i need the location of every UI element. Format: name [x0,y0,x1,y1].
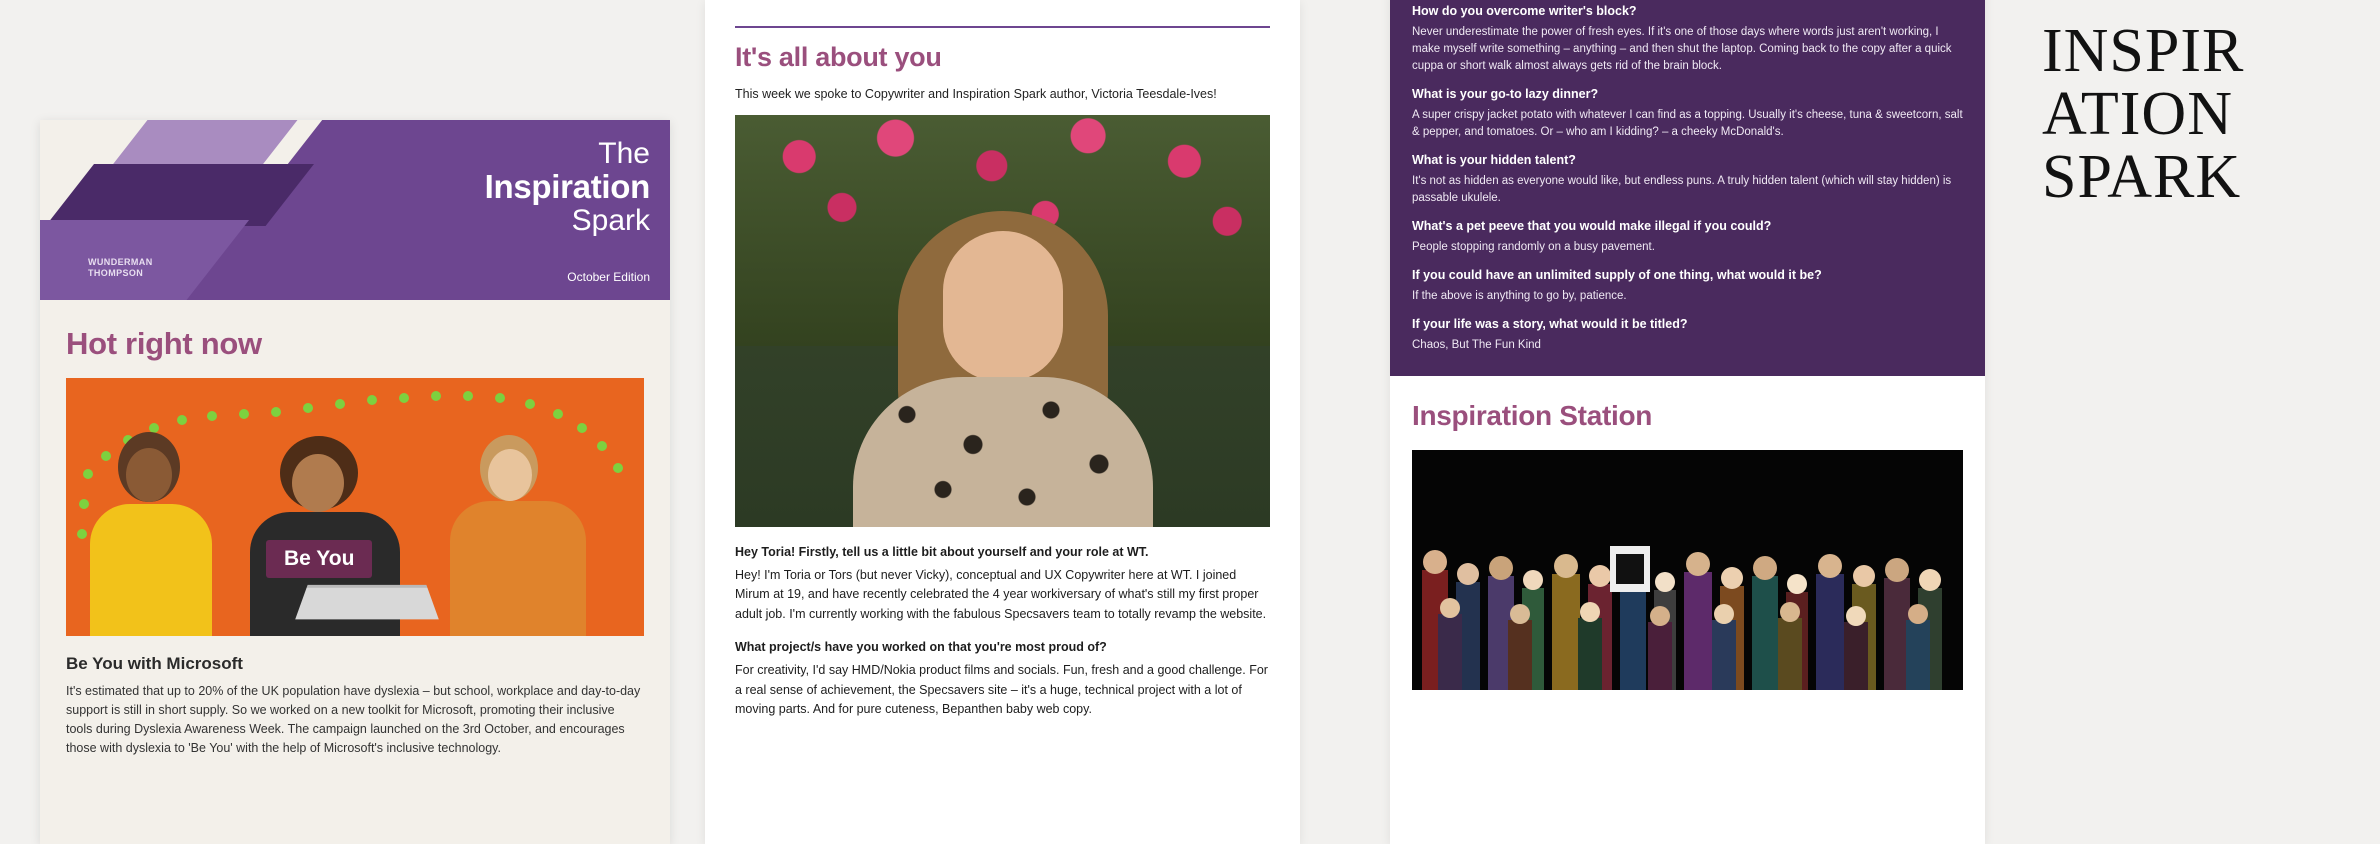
interview-question: What project/s have you worked on that you're most proud of? [735,640,1107,655]
person-figure-left [76,426,226,636]
quickfire-question: How do you overcome writer's block? [1412,4,1637,18]
quickfire-answer: Chaos, But The Fun Kind [1412,339,1541,352]
article-title: Be You with Microsoft [66,654,243,673]
quickfire-question: If you could have an unlimited supply of one thing, what would it be? [1412,268,1822,283]
quickfire-question: If your life was a story, what would it be titled? [1412,317,1688,332]
newsletter-body [40,300,670,758]
quickfire-answer: It's not as hidden as everyone would like, but endless puns. A truly hidden talent (which will stay hidden) is passable ukulele. [1412,175,1952,205]
quickfire-answer: A super crispy jacket potato with whatever I can find as a topping. Usually it's cheese, tuna & sweetcorn, salt & pepper, and tomatoes. Or – who am I kidding? – a cheeky McDonald's. [1412,109,1963,139]
interview-heading: It's all about you [735,42,942,72]
interviewee-portrait [735,115,1270,527]
interview-answer: Hey! I'm Toria or Tors (but never Vicky), conceptual and UX Copywriter here at WT. I joined Mirum at 19, and have recently celebrated the 4 year workiversary of what's still my first proper adult job. I'm currently working with the fabulous Specsavers team to totally revamp the website. [735,568,1267,621]
inspiration-station-image [1412,450,1963,690]
interview-answer: For creativity, I'd say HMD/Nokia product films and socials. Fun, fresh and a good challenge. For a real sense of achievement, the Specsavers site – it's a huge, technical project with a lot of moving parts. And for pure cuteness, Bepanthen baby web copy. [735,663,1268,716]
quickfire-answer: Never underestimate the power of fresh eyes. If it's one of those days where words just aren't working, I make myself write something – anything – and then shut the laptop. Coming back to the copy after a quick cuppa or short walk almost always gets rid of the brain block. [1412,26,1952,73]
costume-crowd-illustration [1412,450,1963,690]
interview-qa-list [735,545,1270,719]
title-line-1: The [598,137,650,170]
quickfire-answer: People stopping randomly on a busy pavement. [1412,241,1655,254]
quickfire-question: What is your hidden talent? [1412,153,1576,168]
wordmark-line-1: INSPIR [2042,17,2245,85]
inspiration-station-heading: Inspiration Station [1412,400,1653,432]
edition-label: October Edition [567,270,650,284]
wordmark-panel [2010,0,2380,844]
interview-intro: This week we spoke to Copywriter and Inspiration Spark author, Victoria Teesdale-Ives! [735,87,1217,101]
newsletter-title [485,138,650,237]
wordmark-line-3: SPARK [2042,143,2242,212]
quickfire-card [1390,0,1985,376]
wunderman-thompson-logo: WUNDERMAN THOMPSON [88,257,153,278]
wordmark-line-2: ATION [2042,80,2233,149]
quickfire-page [1390,0,1985,844]
person-figure-right [436,431,621,636]
portrait-face [943,231,1063,381]
section-divider [735,26,1270,28]
be-you-campaign-image [66,378,644,636]
interview-page [705,0,1300,844]
be-you-badge: Be You [266,540,372,578]
newsletter-header [40,120,670,300]
section-heading-hot-right-now: Hot right now [66,326,262,361]
newsletter-cover-page [40,120,670,844]
article-body: It's estimated that up to 20% of the UK population have dyslexia – but school, workplace and day-to-day support is still in short supply. So we worked on a new toolkit for Microsoft, promoting their inclusive tools during Dyslexia Awareness Week. The campaign launched on the 3rd October, and encourages those with dyslexia to 'Be You' with the help of Microsoft's inclusive technology. [66,684,641,755]
laptop-prop [295,585,439,619]
title-line-2: Inspiration [484,167,650,205]
header-shape-dark [46,164,314,226]
portrait-torso [853,377,1153,527]
quickfire-answer: If the above is anything to go by, patience. [1412,290,1627,303]
inspiration-spark-wordmark [2042,17,2245,212]
quickfire-question: What's a pet peeve that you would make illegal if you could? [1412,219,1772,234]
interview-question: Hey Toria! Firstly, tell us a little bit about yourself and your role at WT. [735,545,1149,559]
quickfire-question: What is your go-to lazy dinner? [1412,87,1599,102]
title-line-3: Spark [571,203,650,237]
